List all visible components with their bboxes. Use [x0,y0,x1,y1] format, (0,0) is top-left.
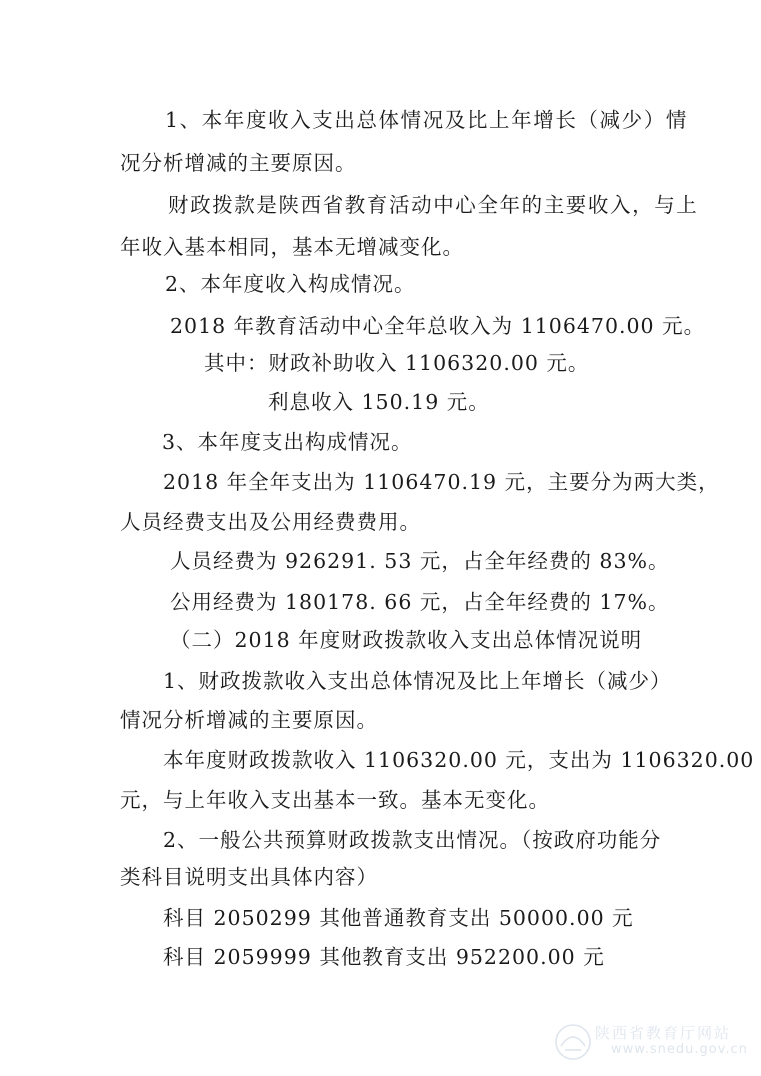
section-heading: 3、本年度支出构成情况。 [162,430,413,454]
paragraph-line: 情况分析增减的主要原因。 [120,708,378,732]
paragraph-line: 元，与上年收入支出基本一致。基本无变化。 [120,788,550,812]
section-heading: 2、本年度收入构成情况。 [165,272,416,296]
site-watermark [547,1020,747,1064]
paragraph-line: 其中：财政补助收入 1106320.00 元。 [204,351,590,375]
paragraph-line: 科目 2050299 其他普通教育支出 50000.00 元 [163,906,634,930]
paragraph-line: 公用经费为 180178. 66 元，占全年经费的 17%。 [170,590,670,614]
paragraph-line: 况分析增减的主要原因。 [120,151,357,175]
paragraph-line: 类科目说明支出具体内容） [120,865,378,889]
section-heading: （二）2018 年度财政拨款收入支出总体情况说明 [170,628,643,652]
paragraph-line: 1、本年度收入支出总体情况及比上年增长（减少）情 [165,108,688,132]
paragraph-line: 年收入基本相同，基本无增减变化。 [120,235,464,259]
paragraph-line: 人员经费支出及公用经费费用。 [120,510,421,534]
paragraph-line: 人员经费为 926291. 53 元，占全年经费的 83%。 [170,549,670,573]
paragraph-line: 2018 年教育活动中心全年总收入为 1106470.00 元。 [170,314,706,338]
paragraph-line: 财政拨款是陕西省教育活动中心全年的主要收入，与上 [168,193,699,217]
watermark-site-name: 陕西省教育厅网站 [595,1024,732,1042]
watermark-url: www.snedu.gov.cn [611,1042,748,1057]
ministry-logo-icon [553,1022,593,1062]
paragraph-line: 1、财政拨款收入支出总体情况及比上年增长（减少） [163,669,672,693]
paragraph-line: 科目 2059999 其他教育支出 952200.00 元 [163,945,605,969]
section-heading: 2、一般公共预算财政拨款支出情况。（按政府功能分 [163,828,662,852]
paragraph-line: 2018 年全年支出为 1106470.19 元，主要分为两大类， [163,470,720,494]
paragraph-line: 利息收入 150.19 元。 [268,390,490,414]
paragraph-line: 本年度财政拨款收入 1106320.00 元，支出为 1106320.00 [163,748,755,772]
